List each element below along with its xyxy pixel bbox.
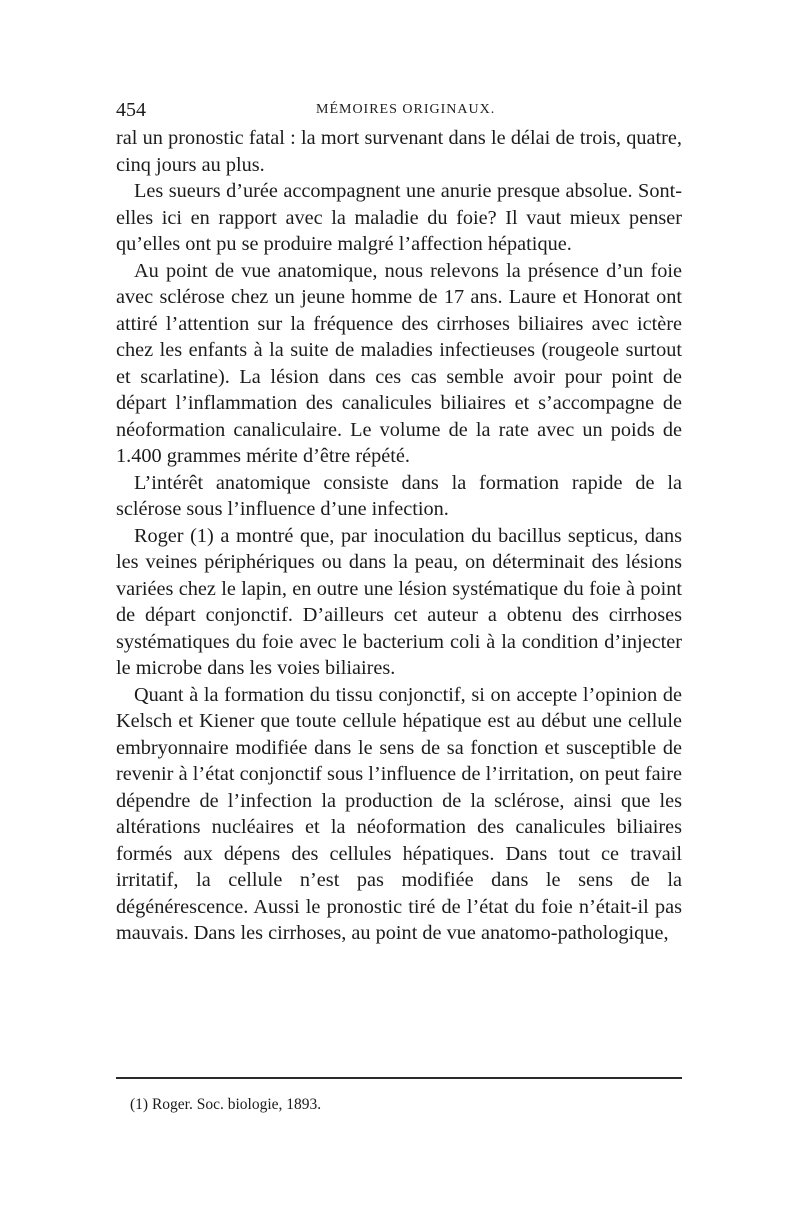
paragraph-sueurs-uree: Les sueurs d’urée accompagnent une anurie presque absolue. Sont-elles ici en rapport avec la maladie du foie? Il vaut mieux penser qu’elles ont pu se produire malgré l’affection hépatique. <box>116 180 682 255</box>
page-header <box>116 95 682 125</box>
paragraph-point-de-vue-anatomique: Au point de vue anatomique, nous relevons la présence d’un foie avec sclérose chez un jeune homme de 17 ans. Laure et Honorat ont attiré l’attention sur la fréquence des cirrhoses biliaires avec ictère chez les enfants à la suite de maladies infectieuses (rougeole surtout et scarlatine). La lésion dans ces cas semble avoir pour point de départ l’inflammation des canalicules biliaires et s’accompagne de néoformation canaliculaire. Le volume de la rate avec un poids de 1.400 grammes mérite d’être répété. <box>116 259 682 467</box>
paragraph-roger: Roger (1) a montré que, par inoculation du bacillus septicus, dans les veines périphériques ou dans la peau, on déterminait des lésions variées chez le lapin, en outre une lésion systématique du foie à point de départ conjonctif. D’ailleurs cet auteur a obtenu des cirrhoses systématiques du foie avec le bacterium coli à la condition d’injecter le microbe dans les voies biliaires. <box>116 524 682 679</box>
paragraph-interet-anatomique: L’intérêt anatomique consiste dans la formation rapide de la sclérose sous l’influence d’une infection. <box>116 471 682 520</box>
page-number: 454 <box>116 99 146 121</box>
footnote-divider <box>116 1077 682 1079</box>
paragraph-continuation: ral un pronostic fatal : la mort survenant dans le délai de trois, quatre, cinq jours au plus. <box>116 127 682 176</box>
running-title: MÉMOIRES ORIGINAUX. <box>316 102 496 117</box>
body-text <box>116 125 682 947</box>
paragraph-tissu-conjonctif: Quant à la formation du tissu conjonctif, si on accepte l’opinion de Kelsch et Kiener que toute cellule hépatique est au début une cellule embryonnaire modifiée dans le sens de sa fonction et susceptible de revenir à l’état conjonctif sous l’influence de l’irritation, on peut faire dépendre de l’infection la production de la sclérose, ainsi que les altérations nucléaires et la néoformation des canalicules biliaires formés aux dépens des cellules hépatiques. Dans tout ce travail irritatif, la cellule n’est pas modifiée dans le sens de la dégénérescence. Aussi le pronostic tiré de l’état du foie n’était-il pas mauvais. Dans les cirrhoses, au point de vue anatomo-pathologique, <box>116 683 682 944</box>
footnote: (1) Roger. Soc. biologie, 1893. <box>130 1096 322 1113</box>
